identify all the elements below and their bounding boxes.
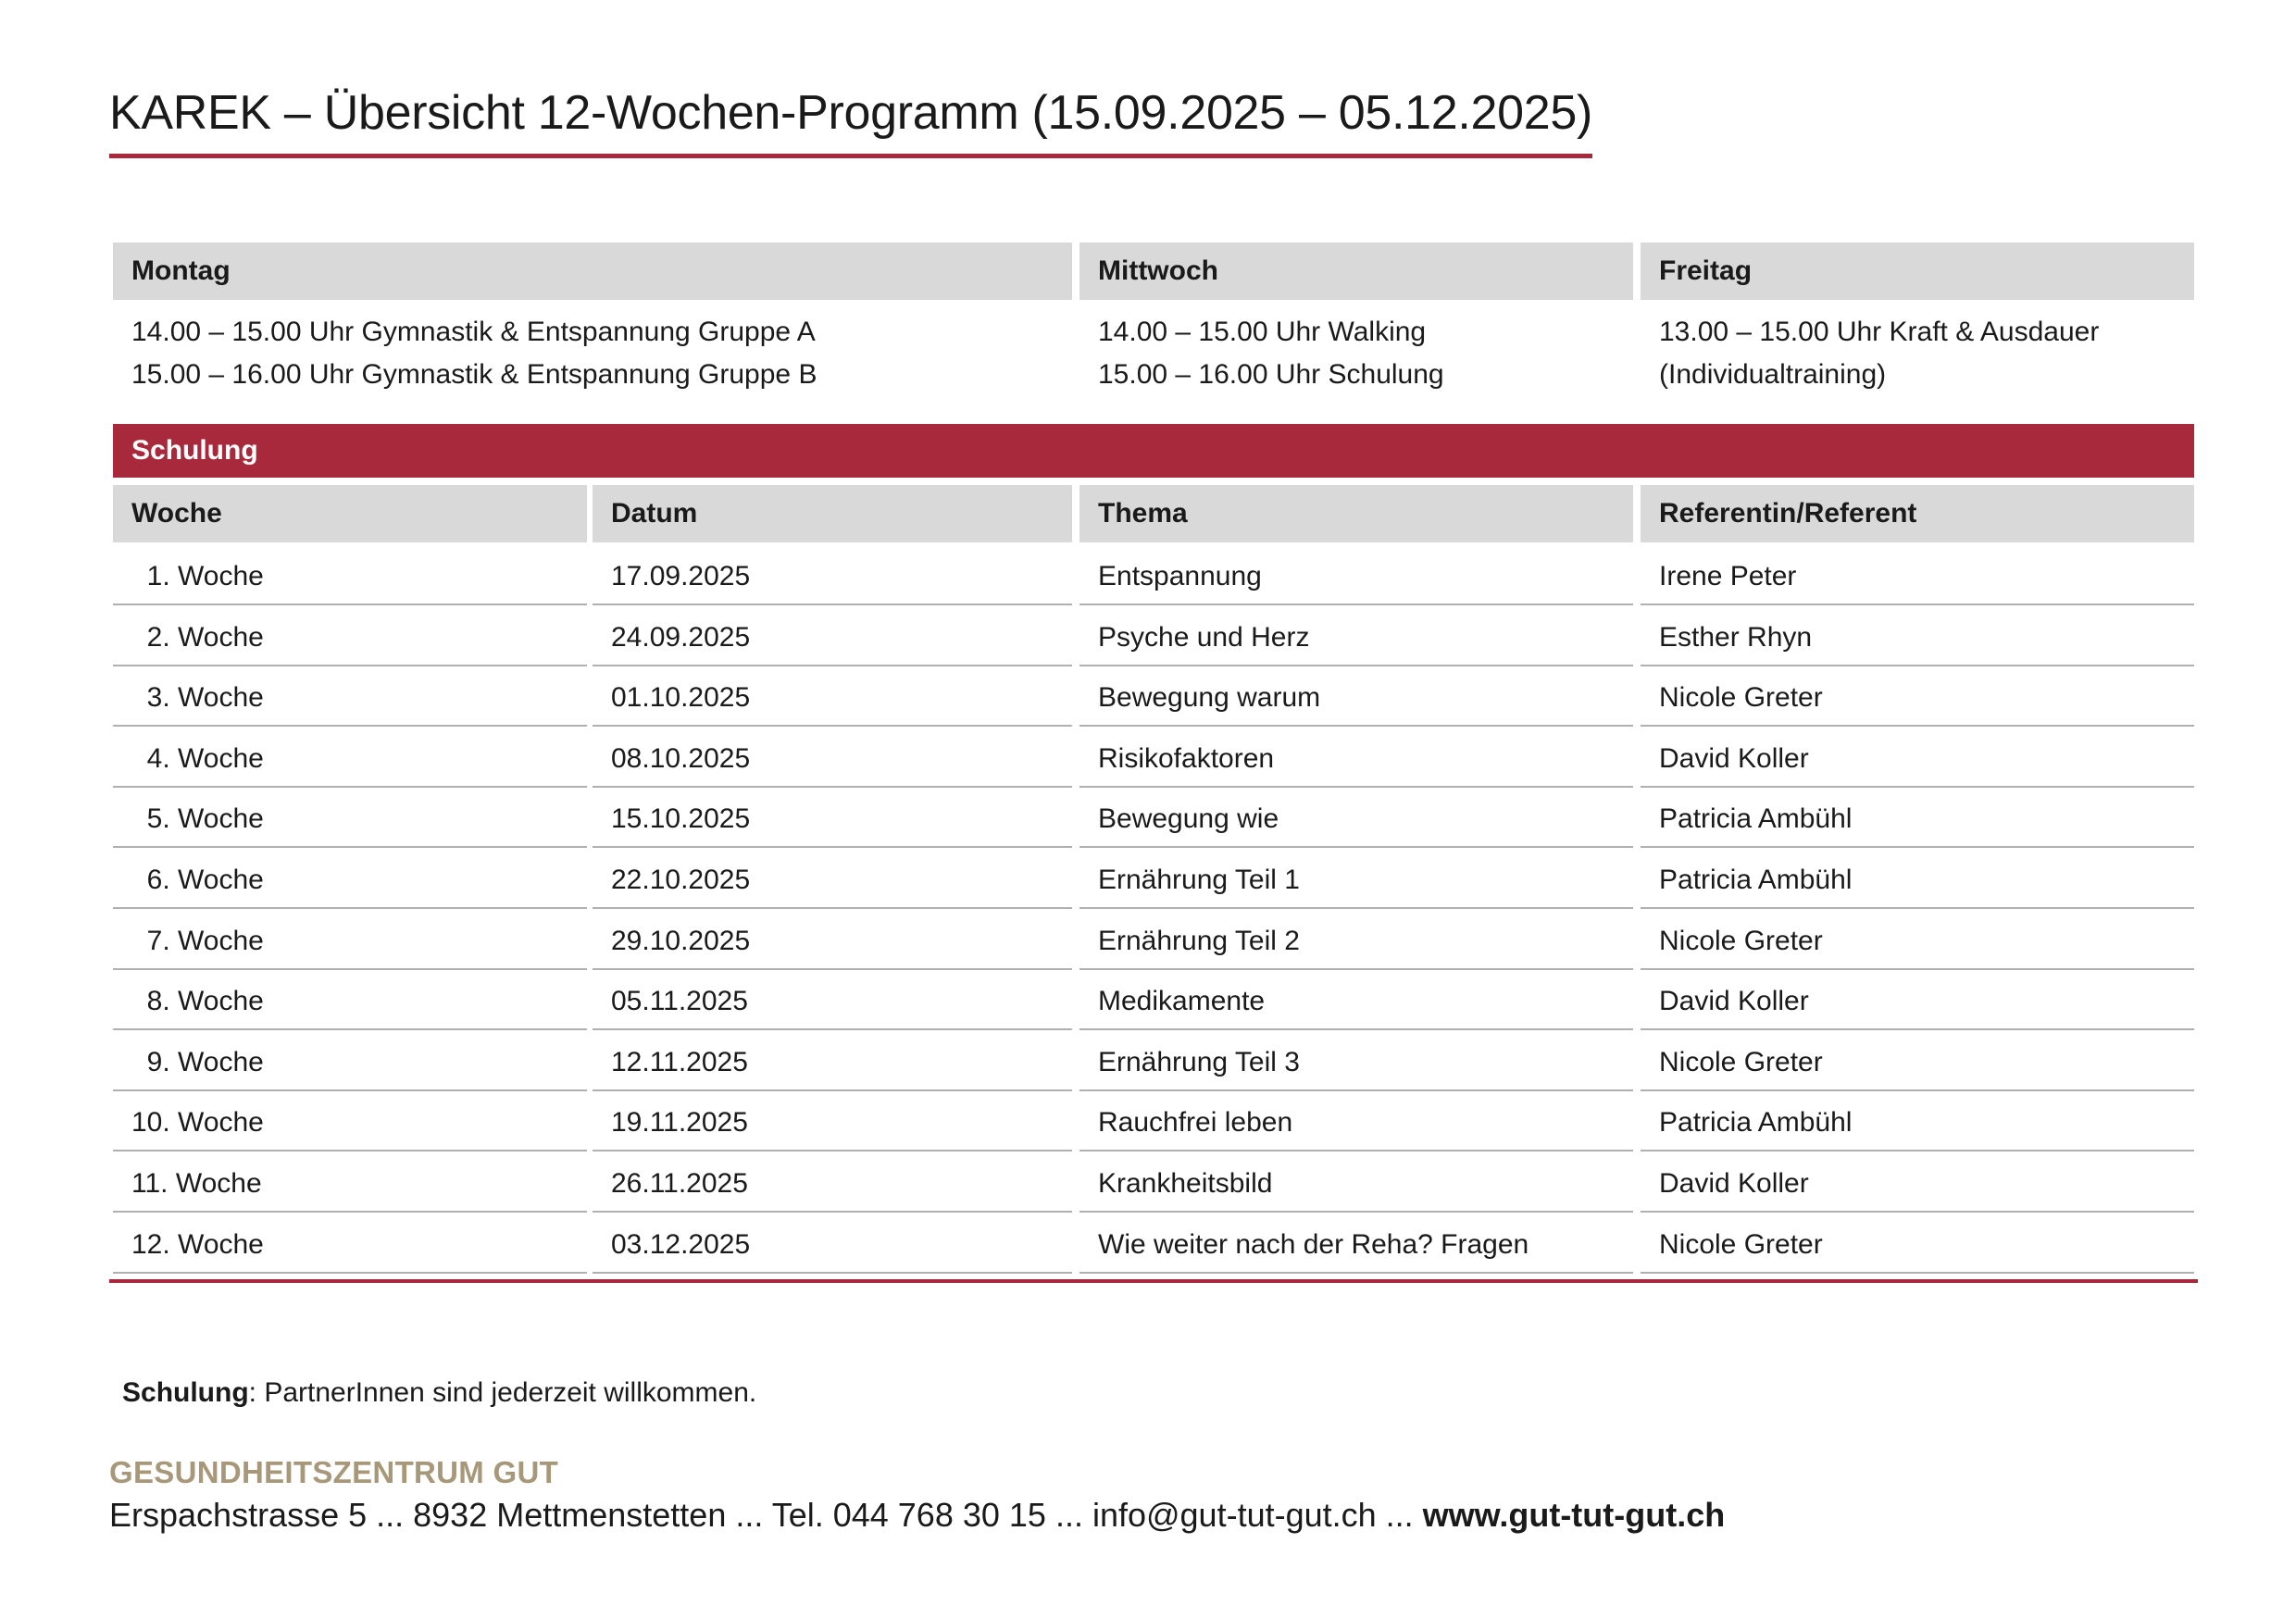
cell-thema: Medikamente bbox=[1079, 972, 1633, 1030]
page-title: KAREK – Übersicht 12-Wochen-Programm (15.09.2025 – 05.12.2025) bbox=[109, 85, 1592, 158]
cell-woche: 11. Woche bbox=[113, 1154, 587, 1213]
cell-woche: 3. Woche bbox=[113, 668, 587, 727]
title-block bbox=[109, 85, 1592, 158]
footer-address bbox=[109, 1496, 1725, 1535]
cell-referent: Nicole Greter bbox=[1641, 1215, 2194, 1274]
table-bottom-rule bbox=[109, 1279, 2198, 1283]
cell-thema: Ernährung Teil 1 bbox=[1079, 851, 1633, 909]
cell-thema: Bewegung wie bbox=[1079, 790, 1633, 848]
note-text: : PartnerInnen sind jederzeit willkommen. bbox=[248, 1377, 757, 1408]
cell-referent: Nicole Greter bbox=[1641, 668, 2194, 727]
table-row bbox=[109, 790, 2198, 850]
column-header-referent: Referentin/Referent bbox=[1641, 485, 2194, 542]
note-label: Schulung bbox=[122, 1377, 249, 1408]
cell-thema: Rauchfrei leben bbox=[1079, 1093, 1633, 1151]
cell-datum: 24.09.2025 bbox=[593, 608, 1072, 666]
cell-woche: 5. Woche bbox=[113, 790, 587, 848]
cell-woche: 12. Woche bbox=[113, 1215, 587, 1274]
cell-datum: 03.12.2025 bbox=[593, 1215, 1072, 1274]
day-header-freitag: Freitag bbox=[1641, 243, 2194, 300]
cell-referent: Nicole Greter bbox=[1641, 912, 2194, 970]
column-header-thema: Thema bbox=[1079, 485, 1633, 542]
table-row bbox=[109, 1093, 2198, 1153]
table-row bbox=[109, 668, 2198, 728]
table-row bbox=[109, 608, 2198, 668]
cell-woche: 1. Woche bbox=[113, 547, 587, 605]
cell-thema: Ernährung Teil 3 bbox=[1079, 1033, 1633, 1091]
day-header-mittwoch: Mittwoch bbox=[1079, 243, 1633, 300]
day-times-freitag bbox=[1641, 300, 2194, 396]
cell-referent: David Koller bbox=[1641, 729, 2194, 788]
cell-woche: 7. Woche bbox=[113, 912, 587, 970]
column-header-woche: Woche bbox=[113, 485, 587, 542]
cell-thema: Bewegung warum bbox=[1079, 668, 1633, 727]
day-times-mittwoch bbox=[1079, 300, 1633, 396]
cell-woche: 2. Woche bbox=[113, 608, 587, 666]
cell-thema: Risikofaktoren bbox=[1079, 729, 1633, 788]
cell-referent: Patricia Ambühl bbox=[1641, 851, 2194, 909]
website-link[interactable]: www.gut-tut-gut.ch bbox=[1422, 1496, 1726, 1534]
table-row bbox=[109, 1154, 2198, 1214]
time-slot: 14.00 – 15.00 Uhr Gymnastik & Entspannung Gruppe A bbox=[131, 317, 816, 347]
cell-referent: David Koller bbox=[1641, 972, 2194, 1030]
cell-datum: 17.09.2025 bbox=[593, 547, 1072, 605]
time-slot: 15.00 – 16.00 Uhr Gymnastik & Entspannung Gruppe B bbox=[131, 359, 817, 390]
cell-datum: 22.10.2025 bbox=[593, 851, 1072, 909]
cell-datum: 01.10.2025 bbox=[593, 668, 1072, 727]
cell-woche: 9. Woche bbox=[113, 1033, 587, 1091]
brand-name: GESUNDHEITSZENTRUM GUT bbox=[109, 1455, 559, 1489]
cell-thema: Krankheitsbild bbox=[1079, 1154, 1633, 1213]
day-header-montag: Montag bbox=[113, 243, 1072, 300]
cell-referent: David Koller bbox=[1641, 1154, 2194, 1213]
schulung-section-header: Schulung bbox=[113, 424, 2194, 478]
time-slot: 15.00 – 16.00 Uhr Schulung bbox=[1098, 359, 1444, 390]
table-row bbox=[109, 1215, 2198, 1276]
cell-referent: Patricia Ambühl bbox=[1641, 1093, 2194, 1151]
table-row bbox=[109, 1033, 2198, 1093]
cell-datum: 15.10.2025 bbox=[593, 790, 1072, 848]
cell-thema: Psyche und Herz bbox=[1079, 608, 1633, 666]
time-slot: 14.00 – 15.00 Uhr Walking bbox=[1098, 317, 1427, 347]
cell-woche: 6. Woche bbox=[113, 851, 587, 909]
cell-thema: Wie weiter nach der Reha? Fragen bbox=[1079, 1215, 1633, 1274]
cell-thema: Entspannung bbox=[1079, 547, 1633, 605]
cell-datum: 26.11.2025 bbox=[593, 1154, 1072, 1213]
cell-woche: 4. Woche bbox=[113, 729, 587, 788]
address-text: Erspachstrasse 5 ... 8932 Mettmenstetten ... Tel. 044 768 30 15 ... info@gut-tut-gut.ch ... bbox=[109, 1496, 1423, 1534]
table-row bbox=[109, 912, 2198, 972]
cell-woche: 8. Woche bbox=[113, 972, 587, 1030]
column-header-datum: Datum bbox=[593, 485, 1072, 542]
table-row bbox=[109, 729, 2198, 790]
table-row bbox=[109, 851, 2198, 911]
cell-thema: Ernährung Teil 2 bbox=[1079, 912, 1633, 970]
cell-datum: 12.11.2025 bbox=[593, 1033, 1072, 1091]
time-slot: 13.00 – 15.00 Uhr Kraft & Ausdauer bbox=[1659, 317, 2100, 347]
day-times-montag bbox=[113, 300, 1072, 396]
cell-referent: Nicole Greter bbox=[1641, 1033, 2194, 1091]
cell-woche: 10. Woche bbox=[113, 1093, 587, 1151]
cell-datum: 05.11.2025 bbox=[593, 972, 1072, 1030]
cell-referent: Irene Peter bbox=[1641, 547, 2194, 605]
cell-referent: Esther Rhyn bbox=[1641, 608, 2194, 666]
cell-datum: 29.10.2025 bbox=[593, 912, 1072, 970]
table-row bbox=[109, 972, 2198, 1032]
cell-referent: Patricia Ambühl bbox=[1641, 790, 2194, 848]
cell-datum: 19.11.2025 bbox=[593, 1093, 1072, 1151]
cell-datum: 08.10.2025 bbox=[593, 729, 1072, 788]
schulung-note bbox=[122, 1377, 756, 1409]
time-slot: (Individualtraining) bbox=[1659, 359, 1887, 390]
table-row bbox=[109, 547, 2198, 607]
